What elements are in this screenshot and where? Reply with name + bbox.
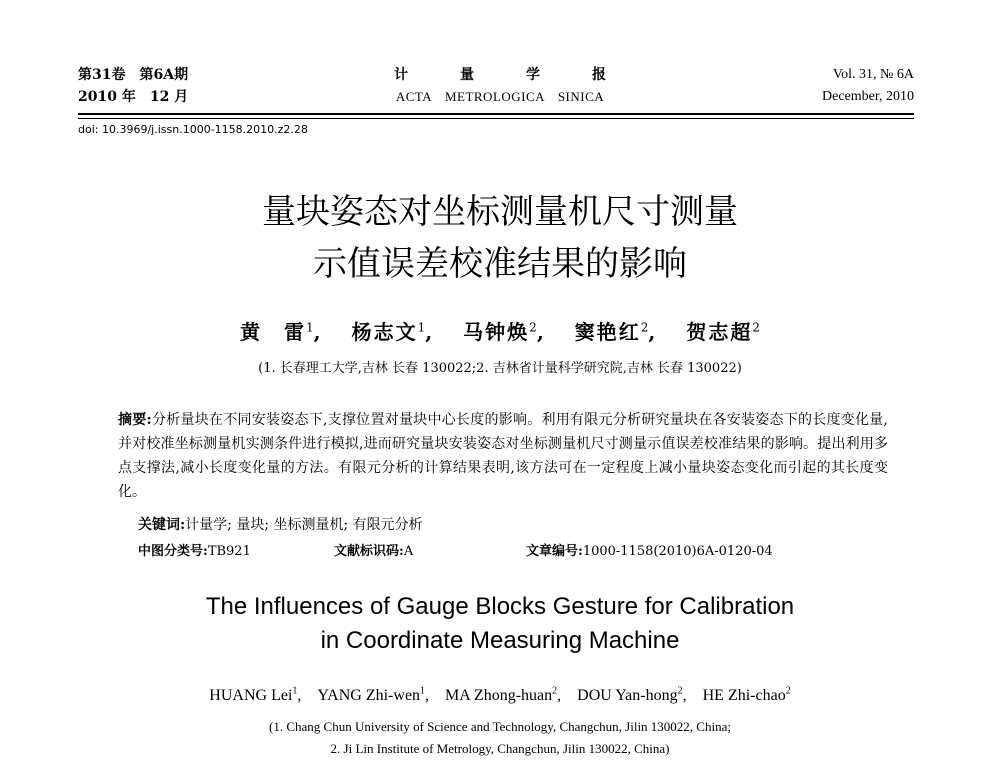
affiliation-english-line: 2. Ji Lin Institute of Metrology, Changchun, Jilin 130022, China): [330, 741, 670, 756]
volume-issue: 第31卷 第6A期: [78, 67, 189, 83]
journal-name-char: 学: [526, 67, 540, 83]
title-chinese-line: 量块姿态对坐标测量机尺寸测量: [262, 192, 738, 232]
author-chinese: 杨志文$^1$,: [351, 320, 435, 344]
author-english: HUANG Lei$^1$,: [209, 686, 302, 705]
doi[interactable]: doi: 10.3969/j.issn.1000-1158.2010.z2.28: [78, 123, 308, 136]
author-english: MA Zhong-huan$^2$,: [445, 686, 562, 705]
journal-issue-info: [78, 64, 188, 108]
issue-date: 2010 年 12 月: [78, 89, 189, 105]
author-english: YANG Zhi-wen$^1$,: [317, 686, 430, 705]
journal-name-char: 报: [592, 67, 606, 83]
title-chinese-line: 示值误差校准结果的影响: [313, 244, 687, 284]
title-english-line: in Coordinate Measuring Machine: [320, 627, 680, 654]
abstract-text: 分析量块在不同安装姿态下,支撑位置对量块中心长度的影响。利用有限元分析研究量块在各安装姿态下的长度变化量,并对校准坐标测量机实测条件进行模拟,进而研究量块安装姿态对坐标测量机尺寸测量示值误差校准结果的影响。提出利用多点支撑法,减小长度变化量的方法。有限元分析的计算结果表明,该方法可在一定程度上减小量块姿态变化而引起的其长度变化。: [118, 412, 889, 500]
journal-name-char: 量: [460, 67, 474, 83]
title-english-line: The Influences of Gauge Blocks Gesture for Calibration: [205, 593, 795, 620]
issue-date-en: December, 2010: [822, 89, 914, 104]
journal-volume-en: [822, 64, 914, 108]
journal-name-cn: [380, 64, 620, 86]
article-number: 文章编号:1000-1158(2010)6A-0120-04: [526, 544, 773, 559]
title-english: [0, 590, 1000, 658]
journal-name-char: 计: [394, 67, 408, 83]
affiliation-chinese: (1. 长春理工大学,吉林 长春 130022;2. 吉林省计量科学研究院,吉林 长春 130022): [258, 361, 742, 376]
header-rule-thin: [78, 118, 914, 119]
keywords-label: 关键词:: [138, 517, 186, 533]
affiliation-english-line: (1. Chang Chun University of Science and Technology, Changchun, Jilin 130022, China;: [269, 719, 731, 734]
author-chinese: 窦艳红$^2$,: [574, 320, 658, 344]
journal-name-en: ACTA METROLOGICA SINICA: [395, 89, 605, 104]
author-english: HE Zhi-chao$^2$: [702, 686, 791, 705]
volume-number-en: Vol. 31, № 6A: [832, 67, 914, 82]
journal-name: [380, 64, 620, 108]
clc-number: 中图分类号:TB921: [138, 544, 251, 559]
keywords-text: 计量学; 量块; 坐标测量机; 有限元分析: [185, 517, 423, 533]
authors-chinese: [0, 316, 1000, 345]
author-chinese: 贺志超$^2$: [686, 320, 760, 344]
author-chinese: 马钟焕$^2$,: [463, 320, 546, 344]
author-chinese: 黄 雷$^1$,: [240, 320, 323, 344]
affiliation-english: [0, 716, 1000, 760]
authors-english: [0, 686, 1000, 705]
abstract-chinese: [118, 408, 888, 504]
header-rule-thick: [78, 113, 914, 115]
document-code: 文献标识码:A: [334, 544, 414, 559]
keywords: [138, 514, 423, 534]
author-english: DOU Yan-hong$^2$,: [577, 686, 687, 705]
abstract-label: 摘要:: [118, 412, 152, 428]
title-chinese: [0, 186, 1000, 290]
